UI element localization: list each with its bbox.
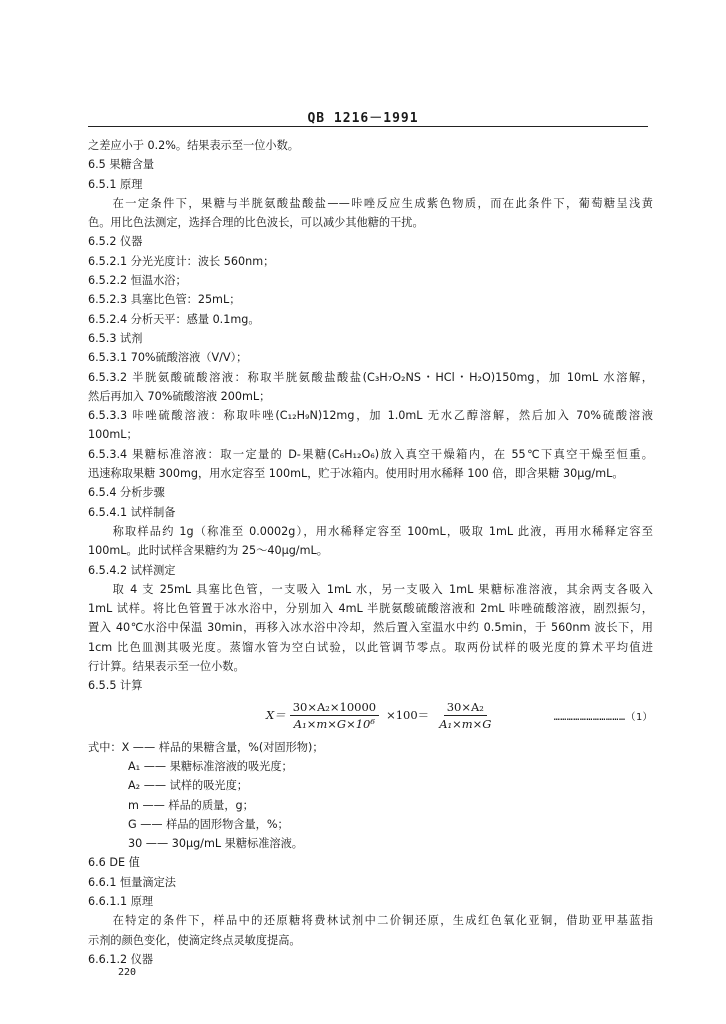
text-line: 100mL。此时试样含果糖约为 25～40μg/mL。 [88, 544, 328, 558]
fraction-1-numerator: 30×A₂×10000 [290, 700, 379, 716]
document-body [88, 136, 653, 969]
fraction-1-denominator: A₁×m×G×10⁶ [293, 716, 375, 731]
section-heading: 6.6.1.1 原理 [88, 894, 154, 908]
definition-item: A₂ —— 试样的吸光度； [128, 779, 248, 793]
text-line: 1cm 比色皿测其吸光度。蒸馏水管为空白试验，以此管调节零点。取两份试样的吸光度的算术平均值进 [88, 640, 653, 654]
formula [266, 700, 498, 731]
section-heading: 6.5 果糖含量 [88, 158, 155, 172]
list-item: 6.5.2.3 具塞比色管：25mL； [88, 293, 241, 307]
list-item: 6.5.2.1 分光光度计：波长 560nm； [88, 254, 275, 268]
equation [88, 698, 653, 736]
text-line: 迅速称取果糖 300mg，用水定容至 100mL，贮于冰箱内。使用时用水稀释 100 倍，即含果糖 30μg/mL。 [88, 467, 624, 481]
definition-item: 30 —— 30μg/mL 果糖标准溶液。 [128, 837, 303, 851]
fraction-1 [290, 700, 379, 731]
text-line: 在一定条件下，果糖与半胱氨酸盐酸盐——咔唑反应生成紫色物质，而在此条件下，葡萄糖呈浅黄 [112, 196, 653, 210]
text-line: 色。用比色法测定，选择合理的比色波长，可以减少其他糖的干扰。 [88, 216, 424, 230]
list-item: 6.5.3.4 果糖标准溶液：取一定量的 D-果糖(C₆H₁₂O₆)放入真空干燥箱内，在 55℃下真空干燥至恒重。 [88, 447, 653, 461]
section-heading: 6.6.1.2 仪器 [88, 952, 154, 966]
section-heading: 6.5.4.1 试样制备 [88, 505, 176, 519]
section-heading: 6.6 DE 值 [88, 856, 140, 870]
list-item: 6.5.3.1 70%硫酸溶液（V/V）； [88, 351, 248, 365]
list-item: 6.5.3.3 咔唑硫酸溶液：称取咔唑(C₁₂H₉N)12mg，加 1.0mL 无水乙醇溶解，然后加入 70%硫酸溶液 [88, 409, 653, 423]
formula-times: ×100＝ [386, 708, 430, 723]
formula-lhs: X＝ [266, 708, 286, 723]
text-line: 之差应小于 0.2%。结果表示至一位小数。 [88, 139, 299, 152]
equation-number: ……………………………（1） [553, 711, 653, 723]
definition-item: 式中：X —— 样品的果糖含量，%(对固形物)； [88, 740, 324, 754]
fraction-2 [436, 700, 494, 731]
text-line: 1mL 试样。将比色管置于冰水浴中，分别加入 4mL 半胱氨酸硫酸溶液和 2mL 咔唑硫酸溶液，剧烈振匀， [88, 602, 653, 616]
definition-item: G —— 样品的固形物含量，%； [128, 817, 289, 831]
section-heading: 6.5.5 计算 [88, 679, 143, 693]
text-line: 然后再加入 70%硫酸溶液 200mL； [88, 389, 271, 403]
section-heading: 6.5.3 试剂 [88, 331, 143, 345]
text-line: 行计算。结果表示至一位小数。 [88, 660, 245, 674]
list-item: 6.5.2.2 恒温水浴； [88, 274, 187, 288]
header-rule [88, 126, 648, 127]
section-heading: 6.5.1 原理 [88, 177, 143, 191]
standard-header: QB 1216－1991 [307, 111, 419, 126]
definition-item: A₁ —— 果糖标准溶液的吸光度； [128, 759, 293, 773]
text-line: 取 4 支 25mL 具塞比色管，一支吸入 1mL 水，另一支吸入 1mL 果糖标准溶液，其余两支各吸入 [112, 582, 653, 596]
definition-item: m —— 样品的质量，g； [128, 798, 254, 812]
variable-definitions [88, 738, 653, 854]
section-heading: 6.5.4.2 试样测定 [88, 563, 176, 577]
list-item: 6.5.3.2 半胱氨酸硫酸溶液：称取半胱氨酸盐酸盐(C₃H₇O₂NS・HCl・H₂O)150mg，加 10mL 水溶解， [88, 370, 653, 384]
fraction-2-denominator: A₁×m×G [439, 716, 492, 731]
fraction-2-numerator: 30×A₂ [444, 700, 487, 716]
section-heading: 6.6.1 恒量滴定法 [88, 875, 176, 889]
list-item: 6.5.2.4 分析天平：感量 0.1mg。 [88, 312, 260, 326]
text-line: 100mL； [88, 428, 138, 442]
text-line: 称取样品约 1g（称准至 0.0002g），用水稀释定容至 100mL，吸取 1mL 此液，再用水稀释定容至 [112, 524, 653, 538]
section-heading: 6.5.4 分析步骤 [88, 486, 165, 500]
page-number: 220 [118, 967, 137, 978]
section-heading: 6.5.2 仪器 [88, 235, 143, 249]
text-line: 置入 40℃水浴中保温 30min，再移入冰水浴中冷却，然后置入室温水中约 0.5min，于 560nm 波长下，用 [88, 621, 653, 635]
text-line: 在特定的条件下，样品中的还原糖将费林试剂中二价铜还原，生成红色氧化亚铜，借助亚甲基蓝指 [112, 914, 653, 928]
text-line: 示剂的颜色变化，使滴定终点灵敏度提高。 [88, 933, 301, 947]
